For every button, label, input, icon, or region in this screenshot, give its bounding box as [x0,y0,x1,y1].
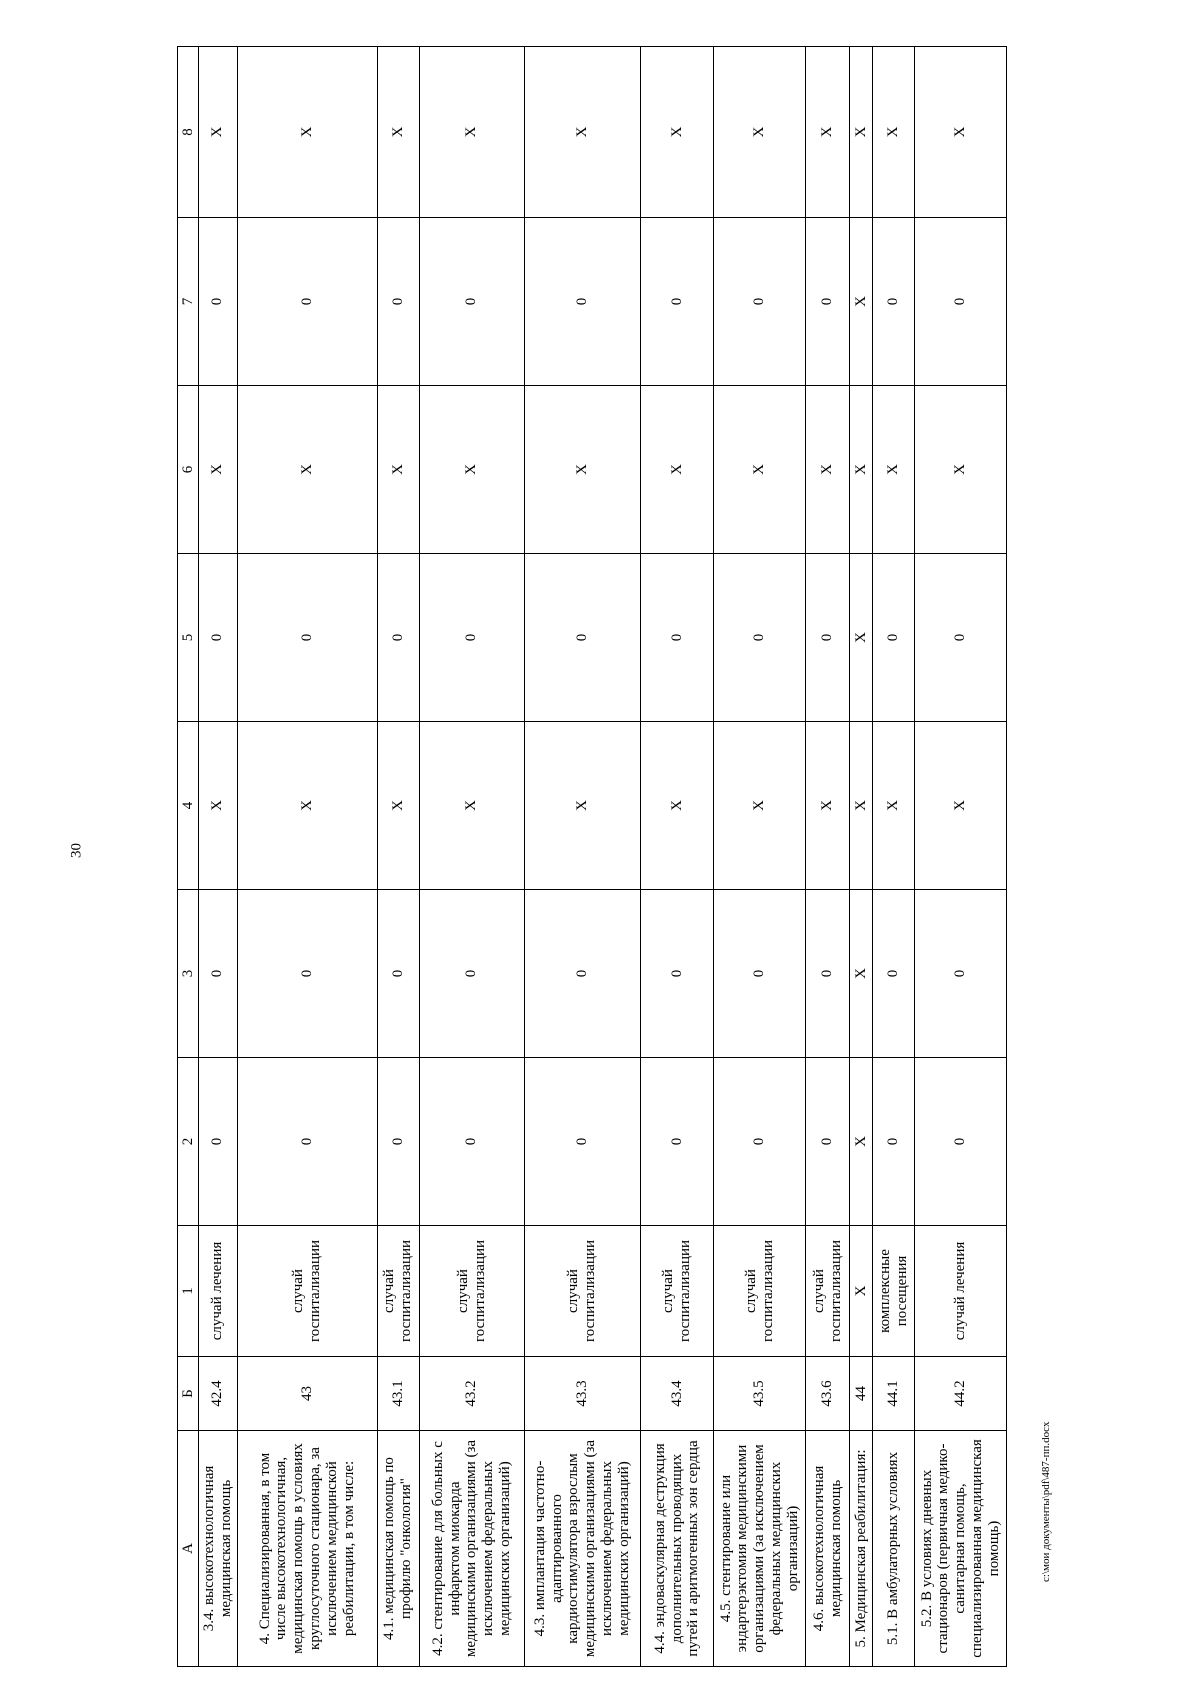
value-cell: X [237,386,377,554]
value-cell: X [850,722,873,890]
row-unit-cell: случай госпитализации [419,1226,524,1357]
value-cell: X [524,386,640,554]
value-cell: 0 [237,218,377,386]
value-cell: 0 [640,890,714,1058]
table-row [237,47,377,1667]
value-cell: X [237,47,377,218]
value-cell: X [805,386,849,554]
row-code-cell: 43.5 [714,1357,806,1431]
value-cell: 0 [524,218,640,386]
table-row [915,47,1007,1667]
value-cell: 0 [805,890,849,1058]
header-cell: 4 [178,722,199,890]
header-cell: 5 [178,554,199,722]
value-cell: 0 [714,1058,806,1226]
value-cell: 0 [377,554,419,722]
value-cell: 0 [199,554,238,722]
value-cell: X [199,722,238,890]
header-cell: А [178,1431,199,1667]
value-cell: X [419,722,524,890]
row-name-cell: 3.4. высокотехнологичная медицинская помощь [199,1431,238,1667]
value-cell: 0 [714,218,806,386]
row-code-cell: 43.3 [524,1357,640,1431]
table-row [640,47,714,1667]
row-unit-cell: случай госпитализации [714,1226,806,1357]
value-cell: X [524,47,640,218]
row-unit-cell: случай лечения [915,1226,1007,1357]
row-code-cell: 43.2 [419,1357,524,1431]
header-cell: 8 [178,47,199,218]
row-unit-cell: случай госпитализации [377,1226,419,1357]
header-cell: 2 [178,1058,199,1226]
row-code-cell: 44.2 [915,1357,1007,1431]
table-row [805,47,849,1667]
row-code-cell: 43 [237,1357,377,1431]
row-name-cell: 4.5. стентирование или эндартерэктомия медицинскими организациями (за исключением федеральных медицинских организаций) [714,1431,806,1667]
value-cell: 0 [640,1058,714,1226]
value-cell: 0 [915,1058,1007,1226]
data-table [177,46,1007,1667]
row-code-cell: 43.1 [377,1357,419,1431]
header-cell: 3 [178,890,199,1058]
value-cell: X [805,47,849,218]
row-name-cell: 4.3. имплантация частотно-адаптированного кардиостимулятора взрослым медицинскими организациями (за исключением федеральных медицинских организаций) [524,1431,640,1667]
value-cell: X [805,722,849,890]
table-row [524,47,640,1667]
footer-file-path: c:\мои документы\pdf\487-пп.docx [1040,1421,1052,1582]
value-cell: 0 [640,554,714,722]
value-cell: X [640,386,714,554]
row-name-cell: 4.4. эндоваскулярная деструкция дополнительных проводящих путей и аритмогенных зон сердца [640,1431,714,1667]
rotated-table-container [177,47,1007,1667]
value-cell: X [714,386,806,554]
value-cell: 0 [199,890,238,1058]
value-cell: X [850,218,873,386]
table-row [419,47,524,1667]
value-cell: 0 [805,218,849,386]
value-cell: 0 [419,554,524,722]
header-cell: 6 [178,386,199,554]
value-cell: 0 [915,890,1007,1058]
row-name-cell: 4. Специализированная, в том числе высокотехнологичная, медицинская помощь в условиях круглосуточного стационара, за исключением медицинской реабилитации, в том числе: [237,1431,377,1667]
value-cell: X [915,386,1007,554]
value-cell: X [640,722,714,890]
value-cell: 0 [640,218,714,386]
value-cell: 0 [805,1058,849,1226]
table-row [873,47,915,1667]
value-cell: X [850,386,873,554]
value-cell: 0 [199,1058,238,1226]
value-cell: X [714,47,806,218]
row-name-cell: 5. Медицинская реабилитация: [850,1431,873,1667]
row-code-cell: 42.4 [199,1357,238,1431]
value-cell: X [199,386,238,554]
value-cell: X [377,47,419,218]
row-unit-cell: случай лечения [199,1226,238,1357]
value-cell: 0 [377,1058,419,1226]
value-cell: X [873,386,915,554]
value-cell: 0 [714,890,806,1058]
row-unit-cell: случай госпитализации [805,1226,849,1357]
value-cell: 0 [377,890,419,1058]
value-cell: X [419,47,524,218]
row-name-cell: 5.1. В амбулаторных условиях [873,1431,915,1667]
value-cell: X [873,47,915,218]
value-cell: 0 [199,218,238,386]
value-cell: 0 [419,890,524,1058]
value-cell: X [850,554,873,722]
row-name-cell: 5.2. В условиях дневных стационаров (первичная медико-санитарная помощь, специализированная медицинская помощь) [915,1431,1007,1667]
table-header-row [178,47,199,1667]
value-cell: 0 [237,554,377,722]
header-cell: Б [178,1357,199,1431]
row-name-cell: 4.1. медицинская помощь по профилю "онкология" [377,1431,419,1667]
value-cell: 0 [915,218,1007,386]
value-cell: X [850,890,873,1058]
value-cell: 0 [873,218,915,386]
value-cell: 0 [419,1058,524,1226]
row-unit-cell: случай госпитализации [640,1226,714,1357]
page-number: 30 [68,843,85,858]
value-cell: 0 [237,1058,377,1226]
header-cell: 7 [178,218,199,386]
value-cell: 0 [873,554,915,722]
value-cell: X [850,1058,873,1226]
value-cell: X [850,47,873,218]
value-cell: X [873,722,915,890]
value-cell: 0 [714,554,806,722]
row-code-cell: 43.6 [805,1357,849,1431]
value-cell: 0 [524,890,640,1058]
value-cell: X [419,386,524,554]
row-name-cell: 4.2. стентирование для больных с инфарктом миокарда медицинскими организациями (за исключением федеральных медицинских организаций) [419,1431,524,1667]
row-unit-cell: случай госпитализации [237,1226,377,1357]
value-cell: 0 [873,890,915,1058]
header-cell: 1 [178,1226,199,1357]
value-cell: X [237,722,377,890]
table-row [714,47,806,1667]
value-cell: 0 [873,1058,915,1226]
value-cell: 0 [524,554,640,722]
row-name-cell: 4.6. высокотехнологичная медицинская помощь [805,1431,849,1667]
value-cell: X [915,47,1007,218]
value-cell: 0 [915,554,1007,722]
value-cell: 0 [419,218,524,386]
table-row [850,47,873,1667]
row-unit-cell: X [850,1226,873,1357]
row-unit-cell: случай госпитализации [524,1226,640,1357]
value-cell: X [640,47,714,218]
value-cell: 0 [524,1058,640,1226]
row-code-cell: 44 [850,1357,873,1431]
row-unit-cell: комплексные посещения [873,1226,915,1357]
row-code-cell: 44.1 [873,1357,915,1431]
value-cell: X [714,722,806,890]
table-body [199,47,1007,1667]
value-cell: X [377,722,419,890]
table-row [377,47,419,1667]
value-cell: 0 [377,218,419,386]
value-cell: 0 [805,554,849,722]
value-cell: X [199,47,238,218]
table-row [199,47,238,1667]
value-cell: X [377,386,419,554]
value-cell: X [524,722,640,890]
value-cell: 0 [237,890,377,1058]
row-code-cell: 43.4 [640,1357,714,1431]
value-cell: X [915,722,1007,890]
